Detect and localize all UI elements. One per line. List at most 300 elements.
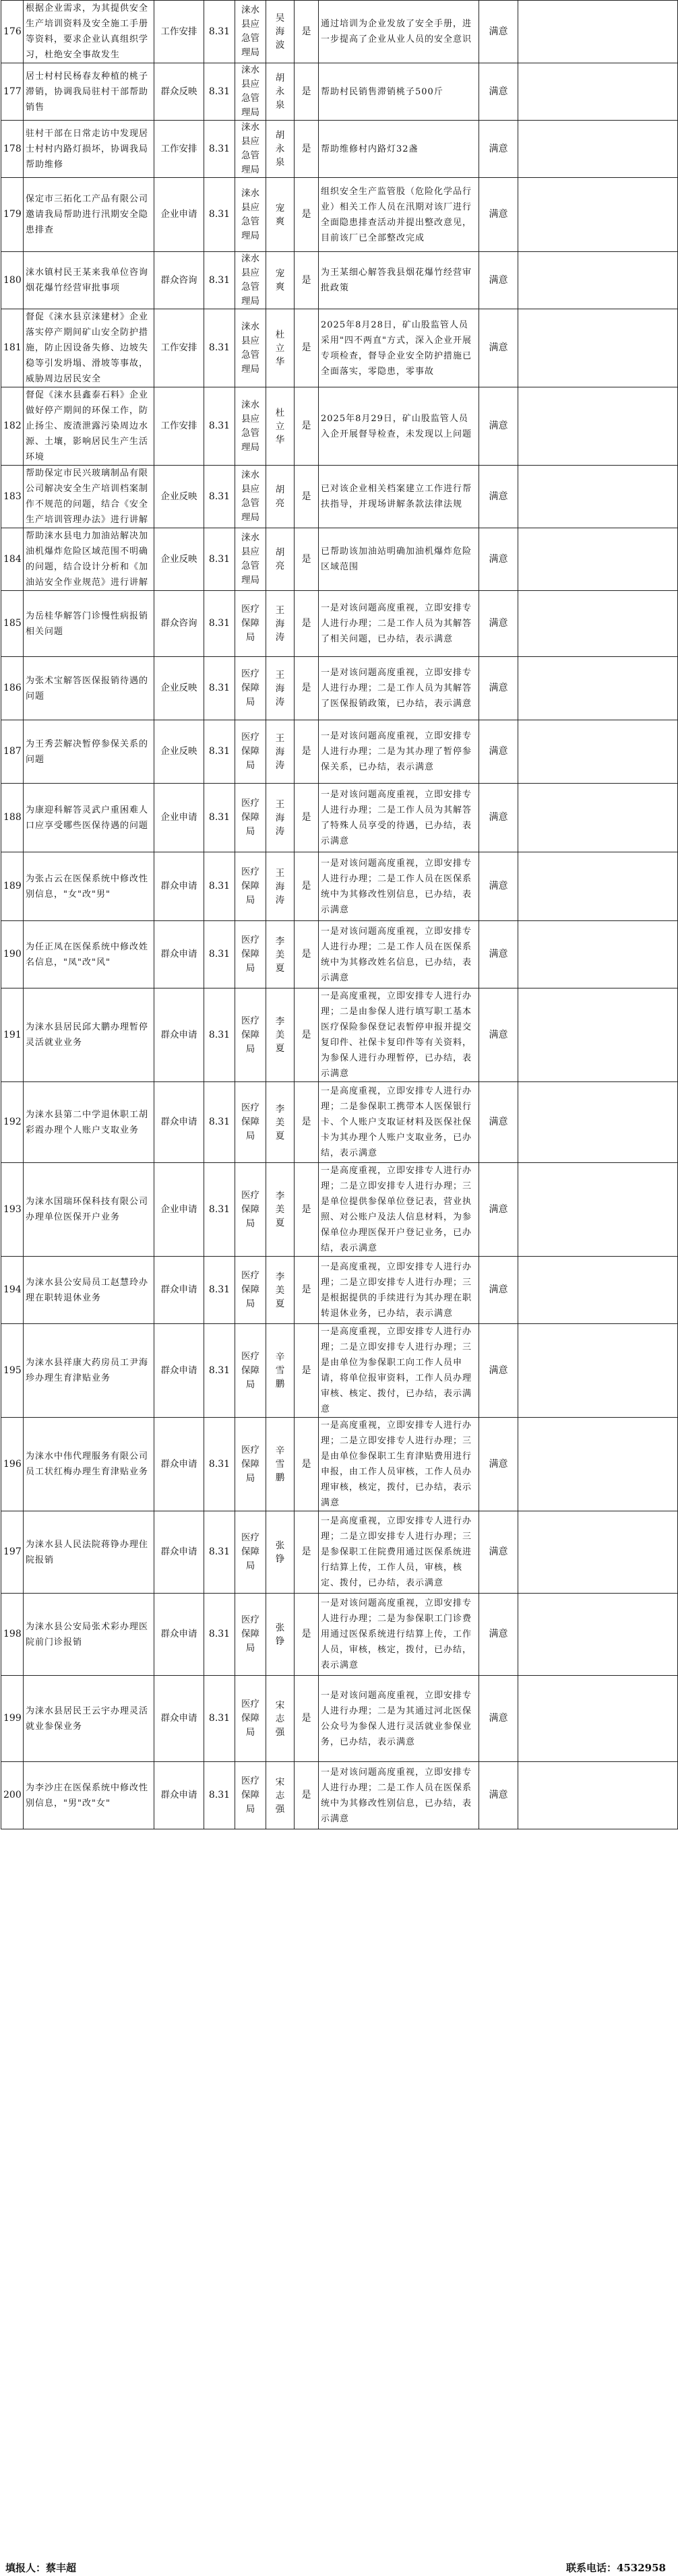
- item-source: 群众申请: [154, 1511, 204, 1594]
- responsible-department-cell: [235, 63, 266, 121]
- row-number: 176: [1, 1, 24, 63]
- satisfaction: 满意: [479, 1511, 518, 1594]
- satisfaction: 满意: [479, 1163, 518, 1257]
- item-description: 为涞水县公安局员工赵慧玲办理在职转退休业务: [24, 1257, 154, 1324]
- item-description: 为涞水中伟代理服务有限公司员工状红梅办理生育津贴业务: [24, 1418, 154, 1511]
- responsible-department-cell: [235, 1163, 266, 1257]
- handling-result: 帮助维修村内路灯32盏: [319, 121, 479, 178]
- table-row: [1, 591, 678, 657]
- responsible-department-cell: [235, 1082, 266, 1163]
- responsible-person: 胡永泉: [275, 130, 285, 168]
- responsible-person-cell: [266, 1594, 295, 1676]
- table-row: [1, 1418, 678, 1511]
- item-description: 为张占云在医保系统中修改性别信息，"女"改"男": [24, 852, 154, 921]
- satisfaction: 满意: [479, 852, 518, 921]
- table-row: [1, 657, 678, 720]
- table-row: [1, 387, 678, 466]
- item-date: 8.31: [204, 784, 235, 852]
- responsible-person-cell: [266, 1418, 295, 1511]
- item-date: 8.31: [204, 528, 235, 591]
- responsible-person: 宠爽: [275, 268, 285, 292]
- completed-flag: 是: [295, 1163, 319, 1257]
- remarks-cell: [518, 1511, 678, 1594]
- handling-result: 一是高度重视，立即安排专人进行办理；二是立即安排专人进行办理；三是单位提供参保单位登记表，营业执照、对公账户及法人信息材料，为参保单位办理医保开户登记业务，已办结，表示满意: [319, 1163, 479, 1257]
- item-date: 8.31: [204, 1, 235, 63]
- item-source: 企业反映: [154, 720, 204, 784]
- responsible-person: 李美夏: [275, 1103, 285, 1141]
- responsible-department-cell: [235, 921, 266, 988]
- row-number: 186: [1, 657, 24, 720]
- responsible-department: 医疗保障局: [241, 604, 259, 643]
- remarks-cell: [518, 1082, 678, 1163]
- responsible-department-cell: [235, 387, 266, 466]
- satisfaction: 满意: [479, 178, 518, 252]
- row-number: 187: [1, 720, 24, 784]
- item-description: 为张术宝解答医保报销待遇的问题: [24, 657, 154, 720]
- responsible-person-cell: [266, 591, 295, 657]
- completed-flag: 是: [295, 784, 319, 852]
- responsible-person: 杜立华: [275, 329, 285, 367]
- table-row: [1, 921, 678, 988]
- responsible-person: 胡亮: [275, 547, 285, 571]
- table-row: [1, 1, 678, 63]
- responsible-department-cell: [235, 309, 266, 387]
- remarks-cell: [518, 1418, 678, 1511]
- row-number: 192: [1, 1082, 24, 1163]
- responsible-person: 王海涛: [275, 669, 285, 708]
- remarks-cell: [518, 852, 678, 921]
- item-description: 为涞水县居民王云宇办理灵活就业参保业务: [24, 1676, 154, 1762]
- responsible-department-cell: [235, 178, 266, 252]
- item-source: 群众申请: [154, 852, 204, 921]
- handling-result: 已对该企业相关档案建立工作进行帮扶指导，并现场讲解条款法律法规: [319, 466, 479, 528]
- responsible-department: 涞水县应急管理局: [241, 122, 259, 175]
- responsible-person: 胡亮: [275, 484, 285, 509]
- row-number: 182: [1, 387, 24, 466]
- item-description: 为涞水国瑞环保科技有限公司办理单位医保开户业务: [24, 1163, 154, 1257]
- responsible-department: 医疗保障局: [241, 1444, 259, 1484]
- handling-result: 组织安全生产监管股（危险化学品行业）相关工作人员在汛期对该厂进行全面隐患排查活动并提出整改意见，目前该厂已全部整改完成: [319, 178, 479, 252]
- row-number: 194: [1, 1257, 24, 1324]
- responsible-person-cell: [266, 387, 295, 466]
- completed-flag: 是: [295, 1257, 319, 1324]
- responsible-person-cell: [266, 1324, 295, 1418]
- table-row: [1, 178, 678, 252]
- satisfaction: 满意: [479, 1257, 518, 1324]
- completed-flag: 是: [295, 1762, 319, 1829]
- responsible-person-cell: [266, 1511, 295, 1594]
- item-description: 帮助涞水县电力加油站解决加油机爆炸危险区域范围不明确的问题，结合设计分析和《加油站安全作业规范》进行讲解: [24, 528, 154, 591]
- table-row: [1, 121, 678, 178]
- item-source: 群众申请: [154, 1594, 204, 1676]
- responsible-person: 辛雪鹏: [275, 1352, 285, 1389]
- item-source: 企业反映: [154, 466, 204, 528]
- responsible-department: 涞水县应急管理局: [241, 532, 259, 586]
- completed-flag: 是: [295, 466, 319, 528]
- item-source: 群众申请: [154, 1324, 204, 1418]
- item-date: 8.31: [204, 1257, 235, 1324]
- completed-flag: 是: [295, 591, 319, 657]
- table-row: [1, 1676, 678, 1762]
- item-source: 群众咨询: [154, 252, 204, 309]
- item-date: 8.31: [204, 1676, 235, 1762]
- row-number: 181: [1, 309, 24, 387]
- responsible-department: 医疗保障局: [241, 1614, 259, 1654]
- satisfaction: 满意: [479, 309, 518, 387]
- row-number: 196: [1, 1418, 24, 1511]
- remarks-cell: [518, 1676, 678, 1762]
- responsible-department: 医疗保障局: [241, 1699, 259, 1738]
- table-row: [1, 1762, 678, 1829]
- handling-result: 2025年8月28日，矿山股监管人员采用"四不两直"方式，深入企业开展专项检查，督导企业安全防护措施已全面落实，零隐患，零事故: [319, 309, 479, 387]
- responsible-department-cell: [235, 466, 266, 528]
- item-description: 居士村村民杨春友种植的桃子滞销，协调我局驻村干部帮助销售: [24, 63, 154, 121]
- responsible-department-cell: [235, 528, 266, 591]
- item-date: 8.31: [204, 1594, 235, 1676]
- responsible-department-cell: [235, 1594, 266, 1676]
- sheet-footer: [0, 2557, 678, 2576]
- responsible-person-cell: [266, 1676, 295, 1762]
- responsible-department: 医疗保障局: [241, 867, 259, 906]
- satisfaction: 满意: [479, 1762, 518, 1829]
- item-date: 8.31: [204, 852, 235, 921]
- item-source: 工作安排: [154, 309, 204, 387]
- responsible-department: 医疗保障局: [241, 1350, 259, 1390]
- completed-flag: 是: [295, 921, 319, 988]
- completed-flag: 是: [295, 1594, 319, 1676]
- completed-flag: 是: [295, 387, 319, 466]
- remarks-cell: [518, 387, 678, 466]
- item-description: 为涞水县人民法院蒋铮办理住院报销: [24, 1511, 154, 1594]
- satisfaction: 满意: [479, 63, 518, 121]
- responsible-department: 医疗保障局: [241, 668, 259, 708]
- handling-result: 一是对该问题高度重视，立即安排专人进行办理；二是为参保职工门诊费用通过医保系统进行结算上传，工作人员，审核，核定，拨付，已办结，表示满意: [319, 1594, 479, 1676]
- satisfaction: 满意: [479, 1594, 518, 1676]
- row-number: 180: [1, 252, 24, 309]
- handling-result: 2025年8月29日，矿山股监管人员入企开展督导检查，未发现以上问题: [319, 387, 479, 466]
- completed-flag: 是: [295, 1418, 319, 1511]
- responsible-department: 医疗保障局: [241, 1102, 259, 1141]
- item-date: 8.31: [204, 466, 235, 528]
- item-description: 为涞水县公安局张术彩办理医院前门诊报销: [24, 1594, 154, 1676]
- handling-result: 一是高度重视，立即安排专人进行办理；二是立即安排专人进行办理；三是由单位参保职工生育津贴费用进行申报，由工作人员审核，工作人员办理审核，核定，拨付，已办结，表示满意: [319, 1418, 479, 1511]
- completed-flag: 是: [295, 63, 319, 121]
- responsible-department-cell: [235, 121, 266, 178]
- remarks-cell: [518, 1163, 678, 1257]
- row-number: 197: [1, 1511, 24, 1594]
- item-source: 群众申请: [154, 921, 204, 988]
- satisfaction: 满意: [479, 1676, 518, 1762]
- item-description: 涞水镇村民王某来我单位咨询烟花爆竹经营审批事项: [24, 252, 154, 309]
- handling-result: 一是对该问题高度重视，立即安排专人进行办理；二是为其通过河北医保公众号为参保人进行灵活就业参保业务，已办结，表示满意: [319, 1676, 479, 1762]
- responsible-person: 李美夏: [275, 935, 285, 974]
- item-date: 8.31: [204, 178, 235, 252]
- item-description: 为涞水县第二中学退休职工胡彩霞办理个人账户支取业务: [24, 1082, 154, 1163]
- item-source: 企业反映: [154, 528, 204, 591]
- responsible-person: 王海涛: [275, 732, 285, 771]
- responsible-person-cell: [266, 1163, 295, 1257]
- handling-result: 通过培训为企业发放了安全手册，进一步提高了企业从业人员的安全意识: [319, 1, 479, 63]
- item-description: 保定市三拓化工产品有限公司邀请我局帮助进行汛期安全隐患排查: [24, 178, 154, 252]
- row-number: 183: [1, 466, 24, 528]
- responsible-person: 李美夏: [275, 1191, 285, 1228]
- table-row: [1, 1324, 678, 1418]
- row-number: 188: [1, 784, 24, 852]
- responsible-person: 胡永泉: [275, 73, 285, 111]
- responsible-department-cell: [235, 784, 266, 852]
- row-number: 190: [1, 921, 24, 988]
- remarks-cell: [518, 63, 678, 121]
- row-number: 178: [1, 121, 24, 178]
- item-description: 为涞水县祥康大药房员工尹海珍办理生育津贴业务: [24, 1324, 154, 1418]
- satisfaction: 满意: [479, 591, 518, 657]
- responsible-person-cell: [266, 466, 295, 528]
- responsible-department: 医疗保障局: [241, 1776, 259, 1815]
- completed-flag: 是: [295, 988, 319, 1082]
- satisfaction: 满意: [479, 921, 518, 988]
- item-source: 工作安排: [154, 1, 204, 63]
- item-description: 帮助保定市民兴玻璃制品有限公司解决安全生产培训档案制作不规范的问题，结合《安全生产培训管理办法》进行讲解: [24, 466, 154, 528]
- item-source: 群众申请: [154, 1762, 204, 1829]
- item-description: 督促《涞水县鑫泰石料》企业做好停产期间的环保工作，防止扬尘、废渣泄露污染周边水源、土壤，影响居民生产生活环境: [24, 387, 154, 466]
- handling-result: 一是高度重视，立即安排专人进行办理；二是参保职工携带本人医保银行卡、个人账户支取证材料及医保社保卡为其办理个人账户支取业务，已办结，表示满意: [319, 1082, 479, 1163]
- row-number: 200: [1, 1762, 24, 1829]
- row-number: 195: [1, 1324, 24, 1418]
- handling-result: 一是对该问题高度重视，立即安排专人进行办理；二是工作人员在医保系统中为其修改性别信息，已办结，表示满意: [319, 1762, 479, 1829]
- responsible-person-cell: [266, 784, 295, 852]
- completed-flag: 是: [295, 852, 319, 921]
- responsible-person: 李美夏: [275, 1271, 285, 1309]
- table-row: [1, 1257, 678, 1324]
- item-date: 8.31: [204, 1511, 235, 1594]
- responsible-department: 医疗保障局: [241, 1270, 259, 1309]
- responsible-department: 涞水县应急管理局: [241, 321, 259, 375]
- responsible-department: 涞水县应急管理局: [241, 65, 259, 118]
- responsible-person-cell: [266, 178, 295, 252]
- satisfaction: 满意: [479, 1, 518, 63]
- completed-flag: 是: [295, 1, 319, 63]
- responsible-person-cell: [266, 852, 295, 921]
- item-source: 群众申请: [154, 1257, 204, 1324]
- table-row: [1, 720, 678, 784]
- item-source: 群众咨询: [154, 591, 204, 657]
- item-date: 8.31: [204, 988, 235, 1082]
- handling-result: 一是对该问题高度重视，立即安排专人进行办理；二是为其办理了暂停参保关系，已办结，表示满意: [319, 720, 479, 784]
- responsible-department-cell: [235, 1, 266, 63]
- remarks-cell: [518, 466, 678, 528]
- responsible-person-cell: [266, 528, 295, 591]
- responsible-person: 王海涛: [275, 798, 285, 837]
- item-date: 8.31: [204, 121, 235, 178]
- completed-flag: 是: [295, 1676, 319, 1762]
- responsible-department-cell: [235, 657, 266, 720]
- responsible-department: 涞水县应急管理局: [241, 470, 259, 523]
- responsible-person: 王海涛: [275, 604, 285, 643]
- responsible-department-cell: [235, 1418, 266, 1511]
- responsible-person: 辛雪鹏: [275, 1445, 285, 1483]
- item-source: 企业申请: [154, 178, 204, 252]
- responsible-person-cell: [266, 1762, 295, 1829]
- handling-result: 帮助村民销售滞销桃子500斤: [319, 63, 479, 121]
- responsible-person: 王海涛: [275, 867, 285, 906]
- responsible-department-cell: [235, 1676, 266, 1762]
- handling-result: 一是高度重视，立即安排专人进行办理；二是立即安排专人进行办理；三是参保职工住院费用通过医保系统进行结算上传，工作人员，审核，核定、拨付，已办结，表示满意: [319, 1511, 479, 1594]
- responsible-person-cell: [266, 63, 295, 121]
- handling-result: 已帮助该加油站明确加油机爆炸危险区域范围: [319, 528, 479, 591]
- item-date: 8.31: [204, 1324, 235, 1418]
- remarks-cell: [518, 252, 678, 309]
- remarks-cell: [518, 988, 678, 1082]
- item-description: 为王秀芸解决暂停参保关系的问题: [24, 720, 154, 784]
- responsible-person-cell: [266, 1082, 295, 1163]
- item-description: 督促《涞水县京涞建材》企业落实停产期间矿山安全防护措施，防止因设备失修、边坡失稳等引发坍塌、滑坡等事故，威胁周边居民安全: [24, 309, 154, 387]
- responsible-department: 医疗保障局: [241, 935, 259, 974]
- satisfaction: 满意: [479, 121, 518, 178]
- row-number: 193: [1, 1163, 24, 1257]
- item-date: 8.31: [204, 720, 235, 784]
- phone-label: 联系电话：4532958: [565, 2562, 666, 2574]
- item-date: 8.31: [204, 1163, 235, 1257]
- responsible-person-cell: [266, 657, 295, 720]
- remarks-cell: [518, 1257, 678, 1324]
- completed-flag: 是: [295, 178, 319, 252]
- responsible-department: 涞水县应急管理局: [241, 5, 259, 58]
- responsible-department-cell: [235, 1511, 266, 1594]
- responsible-department: 医疗保障局: [241, 1532, 259, 1571]
- item-source: 工作安排: [154, 121, 204, 178]
- completed-flag: 是: [295, 657, 319, 720]
- remarks-cell: [518, 528, 678, 591]
- responsible-person: 李美夏: [275, 1016, 285, 1054]
- responsible-department-cell: [235, 1762, 266, 1829]
- item-date: 8.31: [204, 591, 235, 657]
- table-row: [1, 852, 678, 921]
- responsible-department-cell: [235, 852, 266, 921]
- completed-flag: 是: [295, 252, 319, 309]
- handling-result: 一是高度重视，立即安排专人进行办理；二是立即安排专人进行办理；三是由单位为参保职工向工作人员申请，将单位报审资料，工作人员办理审核、核定、拨付，已办结，表示满意: [319, 1324, 479, 1418]
- remarks-cell: [518, 784, 678, 852]
- responsible-department-cell: [235, 252, 266, 309]
- responsible-department: 涞水县应急管理局: [241, 187, 259, 241]
- item-description: 为李沙庄在医保系统中修改性别信息，"男"改"女": [24, 1762, 154, 1829]
- item-source: 工作安排: [154, 387, 204, 466]
- item-description: 为涞水县居民邱大鹏办理暂停灵活就业业务: [24, 988, 154, 1082]
- responsible-person-cell: [266, 1257, 295, 1324]
- responsible-department-cell: [235, 720, 266, 784]
- item-source: 群众申请: [154, 988, 204, 1082]
- handling-result: 一是对该问题高度重视，立即安排专人进行办理；二是工作人员为其解答了医保报销政策，已办结，表示满意: [319, 657, 479, 720]
- responsible-person-cell: [266, 121, 295, 178]
- completed-flag: 是: [295, 720, 319, 784]
- item-description: 为任正凤在医保系统中修改姓名信息，"凤"改"风": [24, 921, 154, 988]
- satisfaction: 满意: [479, 387, 518, 466]
- table-row: [1, 1511, 678, 1594]
- remarks-cell: [518, 921, 678, 988]
- responsible-department-cell: [235, 988, 266, 1082]
- row-number: 191: [1, 988, 24, 1082]
- item-description: 为康迎科解答灵武户重困难人口应享受哪些医保待遇的问题: [24, 784, 154, 852]
- item-source: 企业申请: [154, 784, 204, 852]
- completed-flag: 是: [295, 1511, 319, 1594]
- row-number: 184: [1, 528, 24, 591]
- responsible-department-cell: [235, 1324, 266, 1418]
- handling-result: 一是对该问题高度重视，立即安排专人进行办理；二是工作人员为其解答了相关问题，已办结，表示满意: [319, 591, 479, 657]
- remarks-cell: [518, 591, 678, 657]
- service-record-table: [1, 0, 678, 1829]
- table-row: [1, 63, 678, 121]
- responsible-department: 医疗保障局: [241, 732, 259, 771]
- row-number: 189: [1, 852, 24, 921]
- satisfaction: 满意: [479, 1324, 518, 1418]
- table-row: [1, 1594, 678, 1676]
- table-row: [1, 1163, 678, 1257]
- responsible-person-cell: [266, 1, 295, 63]
- responsible-department-cell: [235, 591, 266, 657]
- remarks-cell: [518, 1594, 678, 1676]
- item-date: 8.31: [204, 657, 235, 720]
- item-source: 群众申请: [154, 1676, 204, 1762]
- responsible-person-cell: [266, 252, 295, 309]
- item-source: 群众申请: [154, 1082, 204, 1163]
- satisfaction: 满意: [479, 252, 518, 309]
- item-source: 群众反映: [154, 63, 204, 121]
- table-row: [1, 252, 678, 309]
- table-row: [1, 309, 678, 387]
- completed-flag: 是: [295, 309, 319, 387]
- completed-flag: 是: [295, 1082, 319, 1163]
- row-number: 198: [1, 1594, 24, 1676]
- responsible-department: 医疗保障局: [241, 1015, 259, 1055]
- satisfaction: 满意: [479, 466, 518, 528]
- item-description: 为岳桂华解答门诊慢性病报销相关问题: [24, 591, 154, 657]
- responsible-person: 吴海波: [275, 13, 285, 51]
- remarks-cell: [518, 1, 678, 63]
- item-date: 8.31: [204, 1418, 235, 1511]
- item-source: 企业申请: [154, 1163, 204, 1257]
- responsible-person: 宠爽: [275, 202, 285, 227]
- row-number: 179: [1, 178, 24, 252]
- table-row: [1, 988, 678, 1082]
- satisfaction: 满意: [479, 528, 518, 591]
- handling-result: 为王某细心解答我县烟花爆竹经营审批政策: [319, 252, 479, 309]
- responsible-department: 医疗保障局: [241, 798, 259, 837]
- handling-result: 一是高度重视，立即安排专人进行办理；二是由参保人进行填写职工基本医疗保险参保登记表暂停申报并提交复印件、社保卡复印件等有关资料，为参保人进行办理暂停，已办结，表示满意: [319, 988, 479, 1082]
- remarks-cell: [518, 720, 678, 784]
- item-date: 8.31: [204, 1082, 235, 1163]
- responsible-person: 张铮: [275, 1622, 285, 1647]
- row-number: 199: [1, 1676, 24, 1762]
- item-date: 8.31: [204, 252, 235, 309]
- satisfaction: 满意: [479, 657, 518, 720]
- responsible-person-cell: [266, 720, 295, 784]
- responsible-person-cell: [266, 921, 295, 988]
- table-row: [1, 466, 678, 528]
- responsible-person: 宋志强: [275, 1699, 285, 1738]
- responsible-person: 宋志强: [275, 1776, 285, 1815]
- satisfaction: 满意: [479, 988, 518, 1082]
- item-date: 8.31: [204, 387, 235, 466]
- table-row: [1, 784, 678, 852]
- satisfaction: 满意: [479, 720, 518, 784]
- satisfaction: 满意: [479, 1418, 518, 1511]
- completed-flag: 是: [295, 121, 319, 178]
- completed-flag: 是: [295, 528, 319, 591]
- handling-result: 一是高度重视，立即安排专人进行办理；二是立即安排专人进行办理；三是根据提供的手续进行为其办理在职转退休业务，已办结，表示满意: [319, 1257, 479, 1324]
- table-body: [1, 1, 678, 1829]
- item-description: 驻村干部在日常走访中发现居士村村内路灯损坏，协调我局帮助维修: [24, 121, 154, 178]
- item-date: 8.31: [204, 63, 235, 121]
- responsible-person: 杜立华: [275, 407, 285, 445]
